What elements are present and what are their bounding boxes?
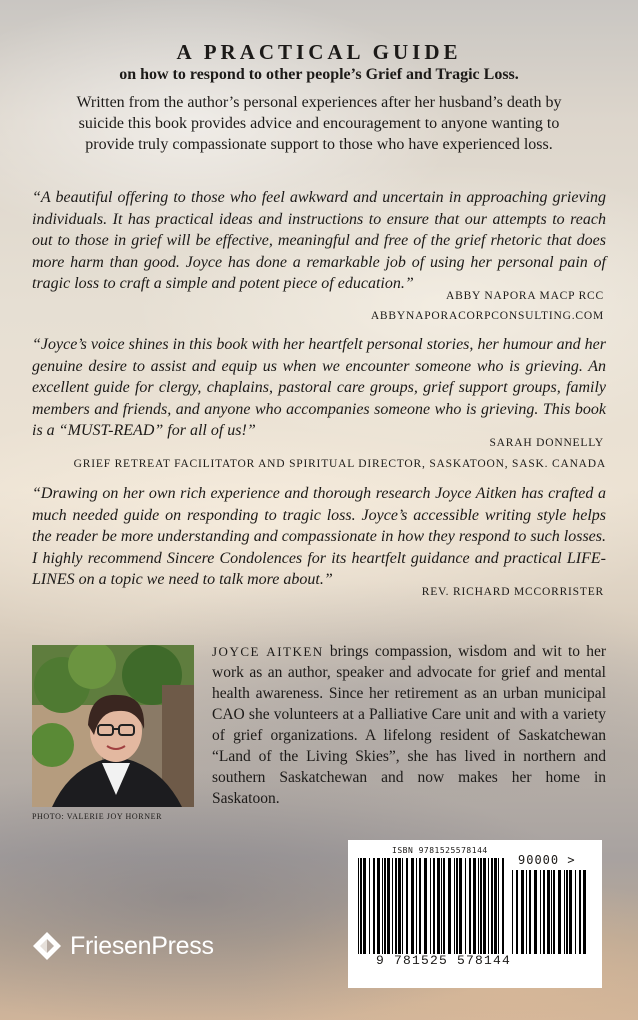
author-bio-text: brings compassion, wisdom and wit to her work as an author, speaker and advocate for grief and mental health awareness. Since her retirement as an urban municipal CAO she volunteers at a Palliative Care unit and with a variety of grief organizations. A lifelong resident of Saskatchewan “Land of the Living Skies”, she has lived in northern and southern Saskatchewan and now makes her home in Saskatoon. [212, 643, 607, 807]
author-bio [212, 641, 606, 809]
price-code: 90000 > [518, 853, 576, 867]
isbn-digits: 9 781525 578144 [376, 953, 512, 968]
barcode-box [348, 840, 602, 988]
author-name: JOYCE AITKEN [212, 644, 324, 659]
endorsement-author-1: ABBY NAPORA MACP RCC [446, 290, 604, 302]
isbn-barcode [358, 858, 506, 954]
author-portrait-image [32, 645, 194, 807]
endorsement-author-3: REV. RICHARD MCCORRISTER [421, 586, 604, 598]
heading: A PRACTICAL GUIDE [176, 40, 462, 64]
intro-paragraph: Written from the author’s personal experiences after her husband’s death by suicide this book provides advice and encouragement to anyone wanting to provide truly compassionate support to those who have experienced loss. [76, 94, 562, 153]
endorsement-detail-1: ABBYNAPORACORPCONSULTING.COM [370, 310, 604, 322]
publisher-name: FriesenPress [70, 931, 214, 960]
price-barcode [512, 870, 586, 954]
friesenpress-diamond-icon [32, 931, 62, 961]
isbn-label: ISBN 9781525578144 [392, 846, 488, 855]
endorsement-quote-2: “Joyce’s voice shines in this book with her heartfelt personal stories, her humour and her genuine desire to assist and equip us when we encounter someone who is grieving. An excellent guide for clergy, chaplains, pastoral care groups, grief support groups, family members and friends, and anyone who accompanies someone who is grieving. This book is a “MUST-READ” for all of us!” [32, 336, 606, 439]
author-photo [32, 645, 194, 807]
endorsement-quote-1: “A beautiful offering to those who feel awkward and uncertain in approaching grieving individuals. It has practical ideas and instructions to ensure that our attempts to reach out to those in grief will be effective, meaningful and free of the grief rhetoric that does more harm than good. Joyce has done a remarkable job of using her personal pain of tragic loss to craft a simple and potent piece of education.” [32, 189, 606, 292]
endorsement-author-2: SARAH DONNELLY [489, 437, 604, 449]
endorsement-detail-2: GRIEF RETREAT FACILITATOR AND SPIRITUAL DIRECTOR, SASKATOON, SASK. CANADA [73, 458, 606, 470]
photo-credit: PHOTO: VALERIE JOY HORNER [32, 812, 163, 821]
publisher-logo [32, 931, 214, 961]
subheading: on how to respond to other people’s Grief and Tragic Loss. [119, 66, 519, 83]
endorsement-quote-3: “Drawing on her own rich experience and thorough research Joyce Aitken has crafted a much needed guide on responding to tragic loss. Joyce’s accessible writing style helps the reader be more understanding and compassionate in how they respond to such losses. I highly recommend Sincere Condolences for its heartfelt guidance and practical LIFE-LINES on a topic we need to talk more about.” [32, 485, 606, 588]
